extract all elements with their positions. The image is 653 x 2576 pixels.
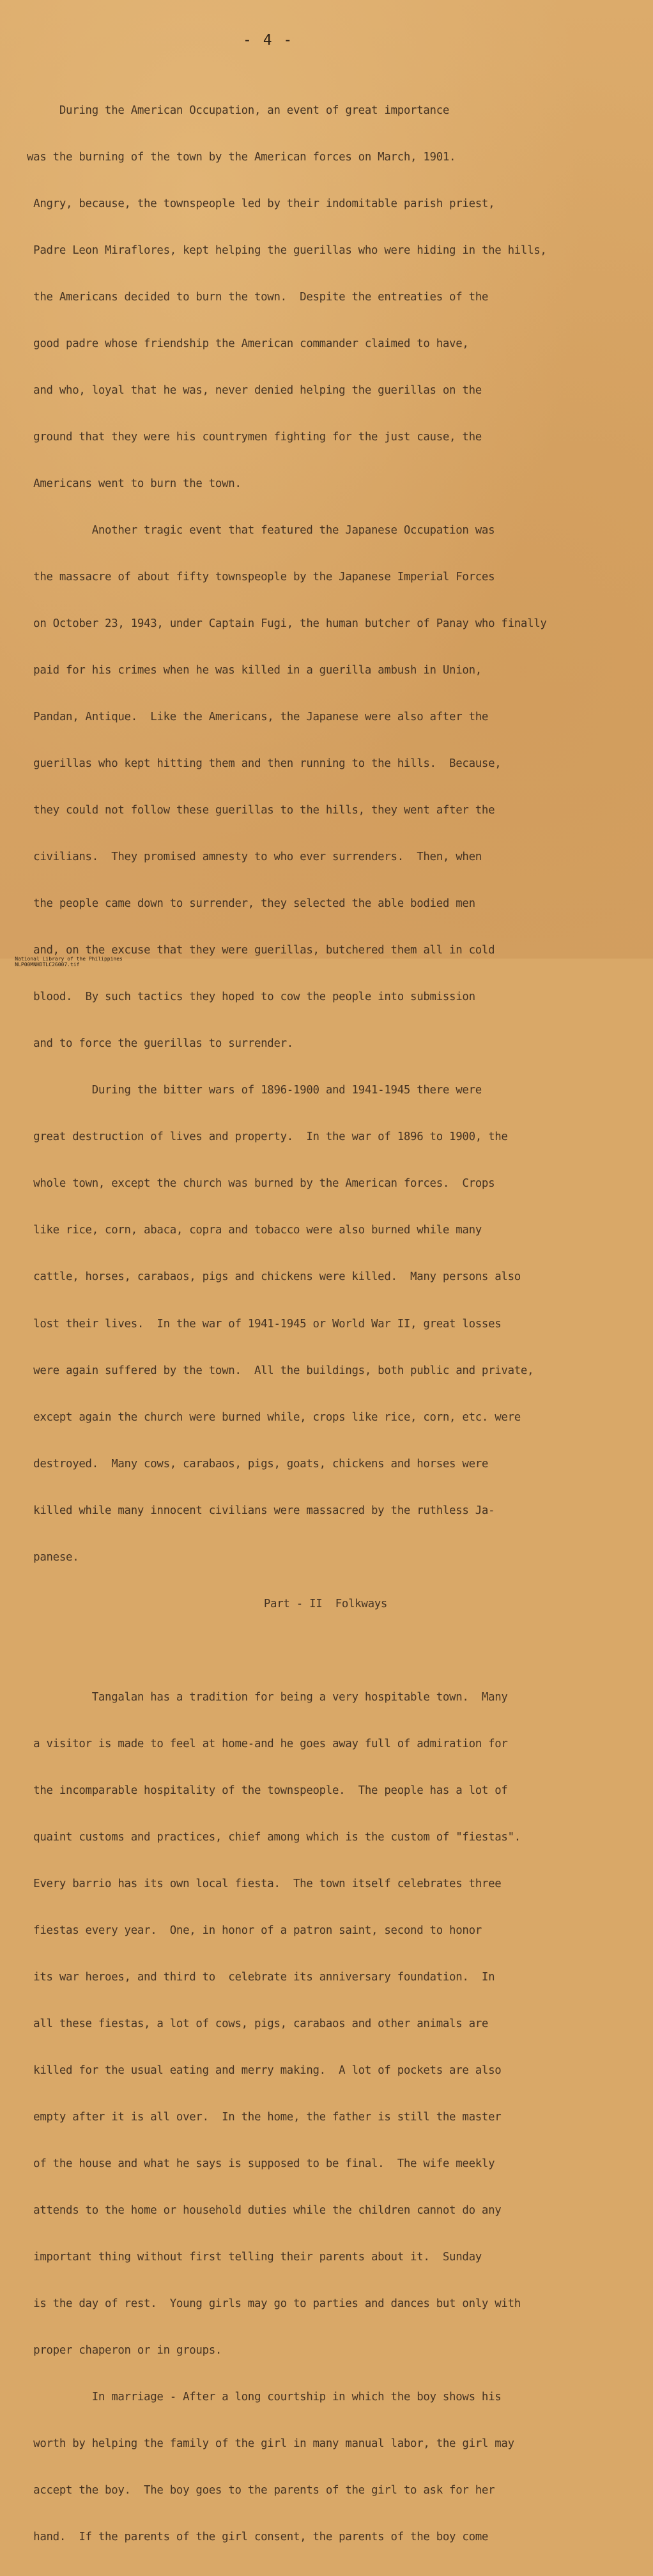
- text-line: like rice, corn, abaca, copra and tobacco were also burned while many: [27, 1224, 482, 1237]
- text-line: they could not follow these guerillas to the hills, they went after the: [27, 804, 495, 817]
- text-line: cattle, horses, carabaos, pigs and chickens were killed. Many persons also: [27, 1270, 521, 1284]
- text-line: and who, loyal that he was, never denied helping the guerillas on the: [27, 383, 482, 397]
- text-line: on October 23, 1943, under Captain Fugi, the human butcher of Panay who finally: [27, 617, 547, 631]
- typed-text-body: [27, 72, 624, 2576]
- text-line: the incomparable hospitality of the townspeople. The people has a lot of: [27, 1784, 508, 1797]
- text-line: quaint customs and practices, chief among which is the custom of "fiestas".: [27, 1830, 521, 1844]
- text-line: the massacre of about fifty townspeople by the Japanese Imperial Forces: [27, 571, 495, 583]
- text-line: good padre whose friendship the American commander claimed to have,: [27, 337, 469, 350]
- text-line: ground that they were his countrymen fighting for the just cause, the: [27, 430, 482, 443]
- text-line: is the day of rest. Young girls may go to parties and dances but only with: [27, 2297, 521, 2311]
- footer-library: National Library of the Philippines: [15, 956, 123, 962]
- text-line: and, on the excuse that they were guerillas, butchered them all in cold: [27, 944, 495, 957]
- text-line: blood. By such tactics they hoped to cow the people into submission: [27, 991, 475, 1004]
- text-line: During the American Occupation, an event of great importance: [27, 104, 450, 117]
- text-line: destroyed. Many cows, carabaos, pigs, goats, chickens and horses were: [27, 1457, 489, 1470]
- text-line: guerillas who kept hitting them and then running to the hills. Because,: [27, 757, 502, 771]
- text-line: were again suffered by the town. All the buildings, both public and private,: [27, 1364, 534, 1377]
- text-line: panese.: [27, 1550, 79, 1564]
- text-line: Another tragic event that featured the Japanese Occupation was: [27, 523, 495, 537]
- text-line: civilians. They promised amnesty to who ever surrenders. Then, when: [27, 851, 482, 864]
- text-line: killed for the usual eating and merry making. A lot of pockets are also: [27, 2064, 502, 2077]
- blank-line: [27, 1643, 624, 1658]
- text-line: Padre Leon Miraflores, kept helping the guerillas who were hiding in the hills,: [27, 243, 547, 257]
- text-line: killed while many innocent civilians were massacred by the ruthless Ja-: [27, 1504, 495, 1517]
- text-line: was the burning of the town by the American forces on March, 1901.: [27, 150, 456, 164]
- page-number: - 4 -: [243, 32, 294, 49]
- section-heading: Part - II Folkways: [263, 1597, 388, 1610]
- text-line: hand. If the parents of the girl consent, the parents of the boy come: [27, 2531, 489, 2544]
- text-line: paid for his crimes when he was killed in a guerilla ambush in Union,: [27, 664, 482, 677]
- text-line: its war heroes, and third to celebrate its anniversary foundation. In: [27, 1970, 495, 1984]
- text-line: proper chaperon or in groups.: [27, 2344, 222, 2357]
- text-line: Angry, because, the townspeople led by their indomitable parish priest,: [27, 197, 495, 210]
- text-line: During the bitter wars of 1896-1900 and 1941-1945 there were: [27, 1084, 482, 1097]
- text-line: lost their lives. In the war of 1941-1945 or World War II, great losses: [27, 1317, 502, 1330]
- text-line: the people came down to surrender, they selected the able bodied men: [27, 897, 475, 911]
- text-line: attends to the home or household duties while the children cannot do any: [27, 2204, 502, 2217]
- text-line: important thing without first telling their parents about it. Sunday: [27, 2251, 482, 2264]
- text-line: empty after it is all over. In the home, the father is still the master: [27, 2111, 502, 2124]
- text-line: of the house and what he says is supposed to be final. The wife meekly: [27, 2157, 495, 2171]
- text-line: Americans went to burn the town.: [27, 477, 242, 490]
- scan-footer: [3, 950, 132, 973]
- text-line: except again the church were burned while, crops like rice, corn, etc. were: [27, 1410, 521, 1424]
- text-line: In marriage - After a long courtship in which the boy shows his: [27, 2391, 502, 2404]
- text-line: the Americans decided to burn the town. Despite the entreaties of the: [27, 290, 489, 304]
- text-line: all these fiestas, a lot of cows, pigs, carabaos and other animals are: [27, 2017, 489, 2030]
- text-line: whole town, except the church was burned by the American forces. Crops: [27, 1177, 495, 1191]
- text-line: a visitor is made to feel at home-and he goes away full of admiration for: [27, 1737, 508, 1750]
- text-line: great destruction of lives and property. In the war of 1896 to 1900, the: [27, 1130, 508, 1144]
- text-line: Every barrio has its own local fiesta. The town itself celebrates three: [27, 1877, 502, 1890]
- text-line: Pandan, Antique. Like the Americans, the Japanese were also after the: [27, 711, 489, 724]
- text-line: fiestas every year. One, in honor of a patron saint, second to honor: [27, 1924, 482, 1937]
- text-line: accept the boy. The boy goes to the parents of the girl to ask for her: [27, 2484, 495, 2497]
- text-line: and to force the guerillas to surrender.: [27, 1037, 293, 1051]
- text-line: Tangalan has a tradition for being a very hospitable town. Many: [27, 1690, 508, 1704]
- text-line: worth by helping the family of the girl in many manual labor, the girl may: [27, 2437, 514, 2451]
- footer-file: NLP00MNHDTLC26007.tif: [15, 962, 80, 968]
